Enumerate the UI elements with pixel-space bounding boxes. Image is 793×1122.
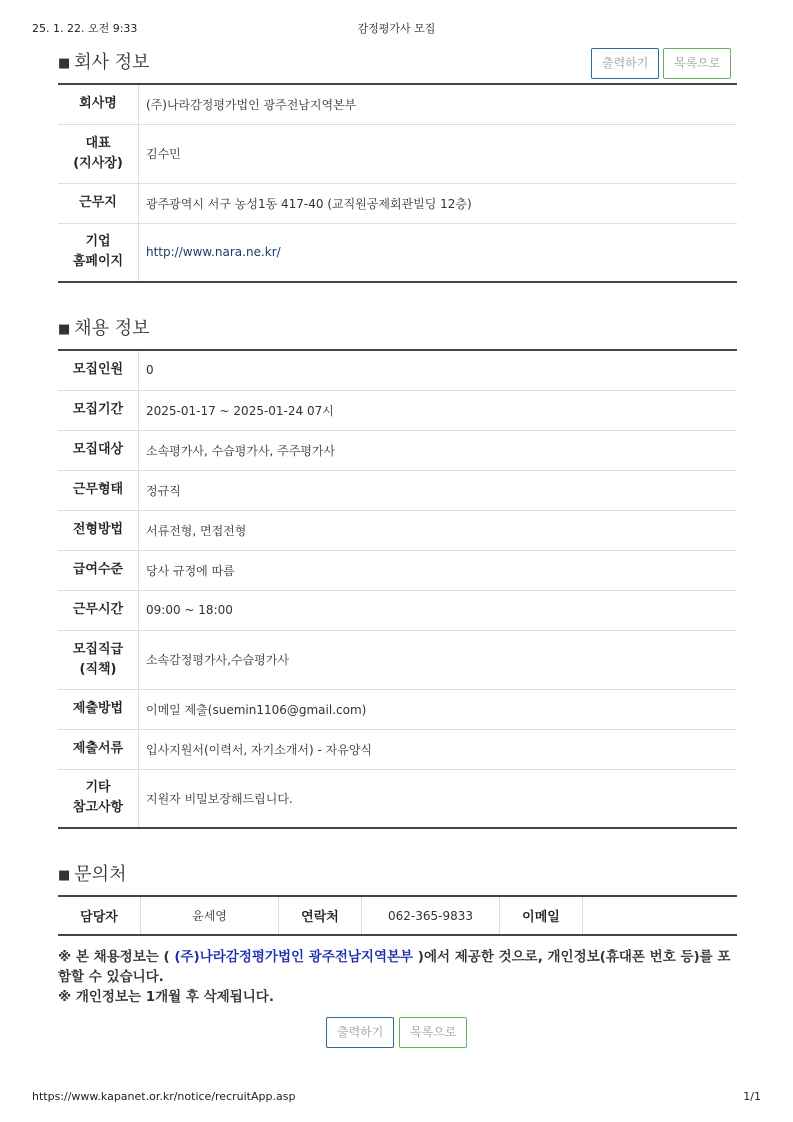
list-button-bottom[interactable]: 목록으로	[399, 1017, 467, 1048]
row-label: 전형방법	[58, 510, 139, 550]
table-row	[58, 630, 737, 689]
contact-table	[58, 895, 737, 936]
row-label: 모집대상	[58, 430, 139, 470]
row-label: 모집직급 (직책)	[58, 630, 139, 689]
contact-email-label: 이메일	[500, 896, 583, 935]
square-bullet-icon: ■	[58, 322, 71, 337]
contact-email-value	[583, 896, 738, 935]
row-label: 급여수준	[58, 550, 139, 590]
contact-person-label: 담당자	[58, 896, 141, 935]
table-row	[58, 590, 737, 630]
location-value: 광주광역시 서구 농성1동 417-40 (교직원공제회관빌딩 12층)	[139, 183, 738, 223]
homepage-link[interactable]: http://www.nara.ne.kr/	[146, 245, 281, 260]
ceo-label: 대표 (지사장)	[58, 124, 139, 183]
recruit-info-table	[58, 349, 737, 829]
row-label: 모집인원	[58, 350, 139, 390]
list-button-top[interactable]: 목록으로	[663, 48, 731, 79]
table-row	[58, 430, 737, 470]
company-info-table	[58, 83, 737, 283]
row-value: 입사지원서(이력서, 자기소개서) - 자유양식	[139, 729, 738, 769]
table-row	[58, 510, 737, 550]
row-label: 기타 참고사항	[58, 769, 139, 828]
row-value: 0	[139, 350, 738, 390]
row-value: 2025-01-17 ~ 2025-01-24 07시	[139, 390, 738, 430]
table-row	[58, 550, 737, 590]
company-name-value: (주)나라감정평가법인 광주전남지역본부	[139, 84, 738, 124]
table-row	[58, 84, 737, 124]
table-row	[58, 769, 737, 828]
contact-phone-label: 연락처	[279, 896, 362, 935]
recruit-section-title: ■ 채용 정보	[58, 318, 150, 339]
row-value: 소속평가사, 수습평가사, 주주평가사	[139, 430, 738, 470]
contact-section-title: ■ 문의처	[58, 864, 127, 885]
row-value: 이메일 제출(suemin1106@gmail.com)	[139, 689, 738, 729]
contact-person-value: 윤세영	[141, 896, 279, 935]
notice-company-name: (주)나라감정평가법인 광주전남지역본부	[174, 949, 414, 965]
row-label: 근무형태	[58, 470, 139, 510]
table-row	[58, 729, 737, 769]
location-label: 근무지	[58, 183, 139, 223]
homepage-label: 기업 홈페이지	[58, 223, 139, 282]
row-label: 제출방법	[58, 689, 139, 729]
row-value: 서류전형, 면접전형	[139, 510, 738, 550]
table-row	[58, 470, 737, 510]
row-value: 지원자 비밀보장해드립니다.	[146, 791, 293, 806]
table-row	[58, 350, 737, 390]
table-row	[58, 124, 737, 183]
table-row	[58, 390, 737, 430]
row-value: 소속감정평가사,수습평가사	[139, 630, 738, 689]
row-value: 당사 규정에 따름	[139, 550, 738, 590]
row-value: 09:00 ~ 18:00	[139, 590, 738, 630]
print-url: https://www.kapanet.or.kr/notice/recruitApp.asp	[32, 1090, 296, 1103]
row-label: 근무시간	[58, 590, 139, 630]
table-row	[58, 896, 737, 935]
table-row	[58, 183, 737, 223]
table-row	[58, 689, 737, 729]
company-section-title: ■ 회사 정보	[58, 52, 150, 73]
contact-phone-value: 062-365-9833	[362, 896, 500, 935]
privacy-notice: ※ 본 채용정보는 ( (주)나라감정평가법인 광주전남지역본부 )에서 제공한 것으로, 개인정보(휴대폰 번호 등)를 포함할 수 있습니다. ※ 개인정보는 1개월 후 삭제됩니다.	[58, 949, 731, 1005]
row-value: 정규직	[139, 470, 738, 510]
print-page-number: 1/1	[743, 1090, 761, 1103]
table-row	[58, 223, 737, 282]
print-title: 감정평가사 모집	[357, 22, 436, 35]
print-date: 25. 1. 22. 오전 9:33	[32, 22, 138, 35]
company-name-label: 회사명	[58, 84, 139, 124]
square-bullet-icon: ■	[58, 868, 71, 883]
square-bullet-icon: ■	[58, 56, 71, 71]
print-button-top[interactable]: 출력하기	[591, 48, 659, 79]
row-label: 제출서류	[58, 729, 139, 769]
row-label: 모집기간	[58, 390, 139, 430]
ceo-value: 김수민	[139, 124, 738, 183]
print-button-bottom[interactable]: 출력하기	[326, 1017, 394, 1048]
